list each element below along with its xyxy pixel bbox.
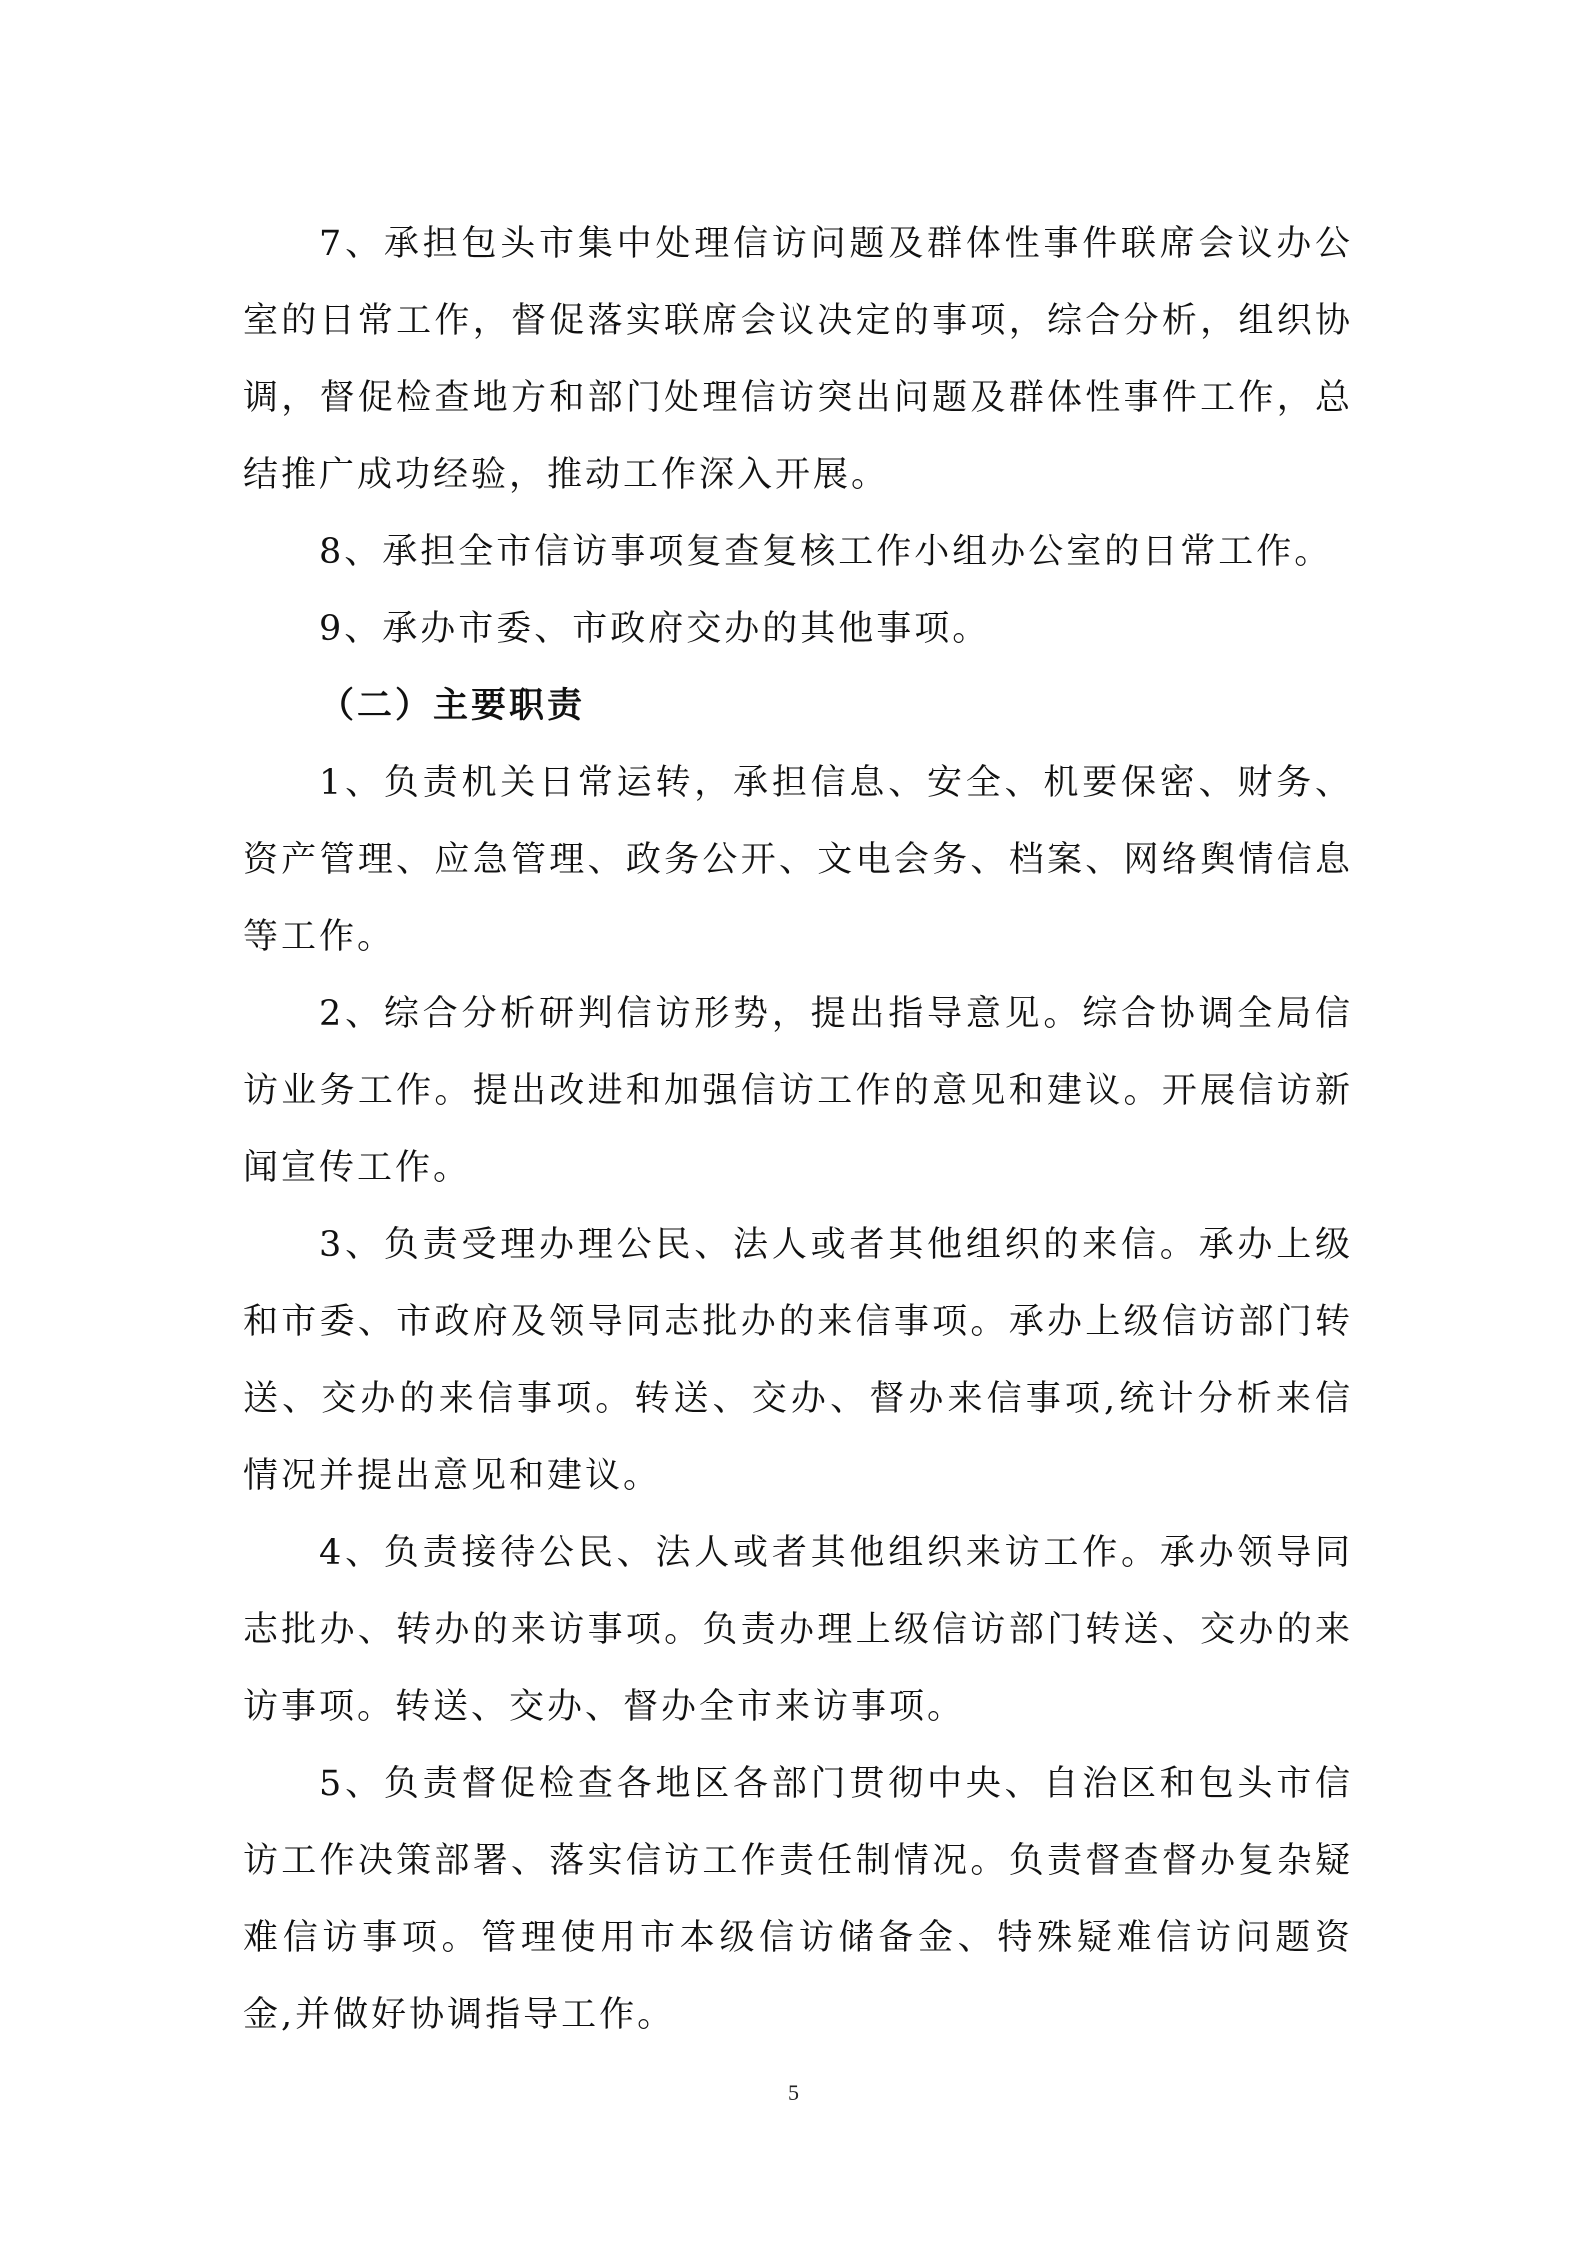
duty-item-2: 2、综合分析研判信访形势，提出指导意见。综合协调全局信访业务工作。提出改进和加强信访工作的意见和建议。开展信访新闻宣传工作。 (243, 994, 1353, 1188)
paragraph-item-9: 9、承办市委、市政府交办的其他事项。 (319, 609, 991, 649)
section-heading: （二）主要职责 (319, 686, 586, 726)
page-number: 5 (788, 2080, 799, 2105)
duty-item-1: 1、负责机关日常运转，承担信息、安全、机要保密、财务、资产管理、应急管理、政务公开、文电会务、档案、网络舆情信息等工作。 (243, 763, 1353, 957)
duty-item-4: 4、负责接待公民、法人或者其他组织来访工作。承办领导同志批办、转办的来访事项。负责办理上级信访部门转送、交办的来访事项。转送、交办、督办全市来访事项。 (243, 1533, 1353, 1727)
paragraph-item-8: 8、承担全市信访事项复查复核工作小组办公室的日常工作。 (319, 532, 1333, 572)
duty-item-3: 3、负责受理办理公民、法人或者其他组织的来信。承办上级和市委、市政府及领导同志批办的来信事项。承办上级信访部门转送、交办的来信事项。转送、交办、督办来信事项,统计分析来信情况并提出意见和建议。 (243, 1225, 1353, 1496)
duty-item-5: 5、负责督促检查各地区各部门贯彻中央、自治区和包头市信访工作决策部署、落实信访工作责任制情况。负责督查督办复杂疑难信访事项。管理使用市本级信访储备金、特殊疑难信访问题资金,并做好协调指导工作。 (243, 1764, 1353, 2035)
document-body (243, 206, 1353, 2054)
paragraph-item-7: 7、承担包头市集中处理信访问题及群体性事件联席会议办公室的日常工作，督促落实联席会议决定的事项，综合分析，组织协调，督促检查地方和部门处理信访突出问题及群体性事件工作，总结推广成功经验，推动工作深入开展。 (243, 224, 1353, 495)
